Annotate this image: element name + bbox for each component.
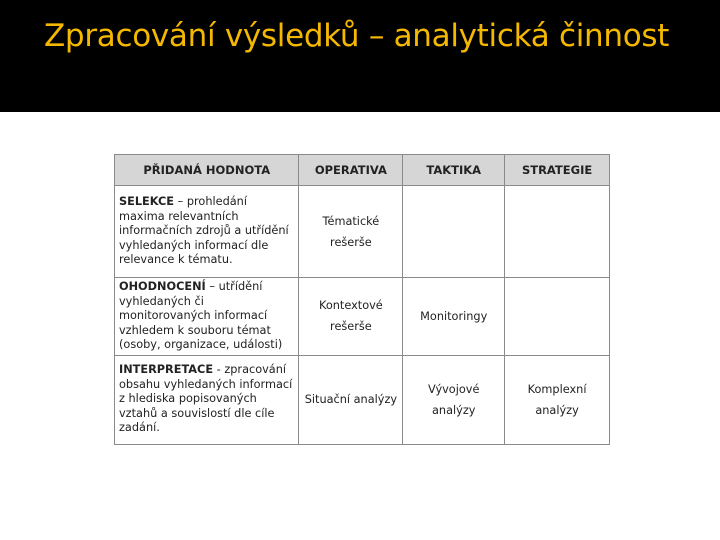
row-description [115, 278, 299, 356]
column-header: PŘIDANÁ HODNOTA [115, 155, 299, 186]
row-description [115, 186, 299, 278]
row-description-text: – prohledání maxima relevantních informačních zdrojů a utřídění vyhledaných informací dle relevance k tématu. [119, 195, 289, 267]
operativa-cell: Tématické rešerše [299, 186, 403, 278]
table-header-row [115, 155, 610, 186]
row-description [115, 355, 299, 444]
taktika-cell [403, 186, 505, 278]
column-header: STRATEGIE [505, 155, 610, 186]
strategie-cell [505, 186, 610, 278]
table-row [115, 278, 610, 356]
operativa-cell: Kontextové rešerše [299, 278, 403, 356]
table-row [115, 186, 610, 278]
row-description-text: – utřídění vyhledaných či monitorovaných informací vzhledem k souboru témat (osoby, organizace, události) [119, 280, 283, 351]
strategie-cell: Komplexní analýzy [505, 355, 610, 444]
operativa-cell: Situační analýzy [299, 355, 403, 444]
strategie-cell [505, 278, 610, 356]
column-header: TAKTIKA [403, 155, 505, 186]
row-description-text: - zpracování obsahu vyhledaných informací z hlediska popisovaných vztahů a souvislostí dle cíle zadání. [119, 363, 293, 435]
value-matrix-table [114, 154, 610, 445]
taktika-cell: Monitoringy [403, 278, 505, 356]
slide-title: Zpracování výsledků – analytická činnost [44, 18, 670, 54]
taktika-cell: Vývojové analýzy [403, 355, 505, 444]
table-row [115, 355, 610, 444]
row-term: INTERPRETACE [119, 363, 214, 377]
row-term: OHODNOCENÍ [119, 280, 206, 293]
row-term: SELEKCE [119, 195, 175, 209]
column-header: OPERATIVA [299, 155, 403, 186]
